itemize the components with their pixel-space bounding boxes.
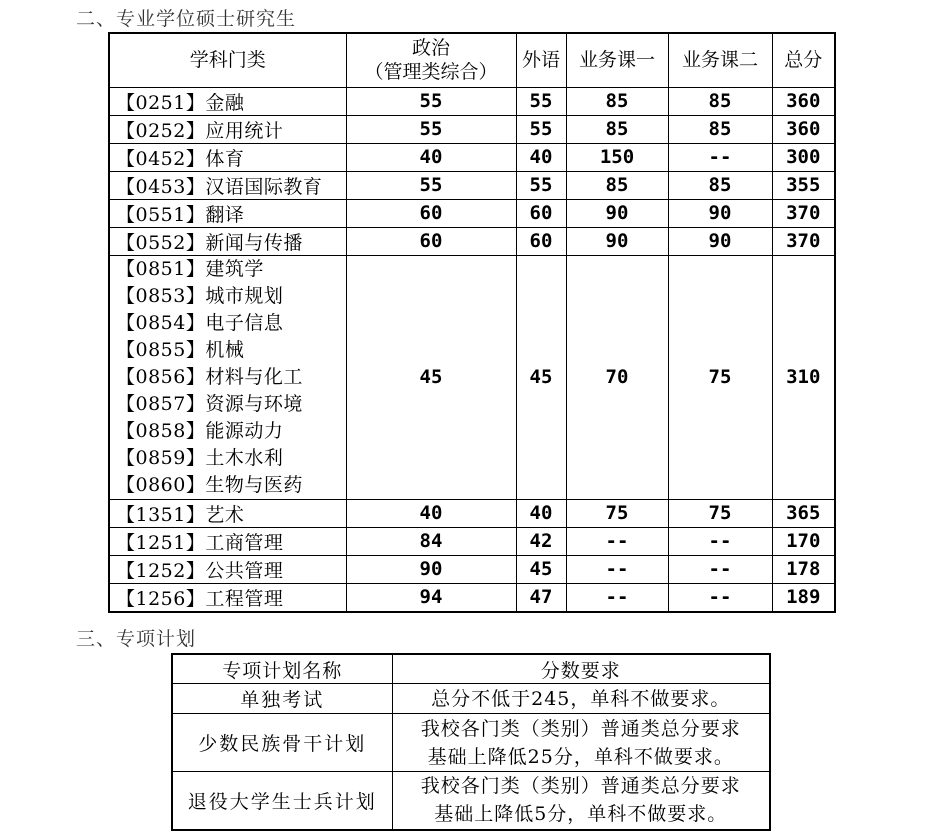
politics-cell: 84 (346, 527, 516, 555)
course2-cell: -- (668, 143, 772, 171)
subject-cell: 【0551】翻译 (109, 199, 346, 227)
table-header-row (109, 33, 835, 87)
foreign-cell: 45 (516, 255, 566, 499)
special-row (172, 772, 770, 830)
total-cell: 370 (772, 199, 835, 227)
table-row (109, 171, 835, 199)
subject-line: 【0855】机械 (116, 338, 245, 361)
politics-cell: 60 (346, 227, 516, 255)
table-row (109, 499, 835, 527)
foreign-cell: 40 (516, 143, 566, 171)
course1-cell: 90 (566, 227, 668, 255)
total-cell: 365 (772, 499, 835, 527)
total-cell: 355 (772, 171, 835, 199)
header-plan-name: 专项计划名称 (172, 654, 392, 684)
subject-line: 【0860】生物与医药 (116, 473, 303, 496)
course1-cell: 150 (566, 143, 668, 171)
foreign-cell: 60 (516, 227, 566, 255)
header-total: 总分 (772, 33, 835, 87)
foreign-cell: 55 (516, 171, 566, 199)
foreign-cell: 42 (516, 527, 566, 555)
total-cell: 300 (772, 143, 835, 171)
total-cell: 170 (772, 527, 835, 555)
subject-line: 【0856】材料与化工 (116, 365, 303, 388)
course2-cell: 90 (668, 227, 772, 255)
requirement-cell (392, 684, 770, 714)
requirement-cell (392, 772, 770, 830)
foreign-cell: 55 (516, 87, 566, 115)
total-cell: 189 (772, 583, 835, 612)
foreign-cell: 45 (516, 555, 566, 583)
requirement-cell (392, 714, 770, 772)
subject-cell: 【1251】工商管理 (109, 527, 346, 555)
table-row (109, 199, 835, 227)
subject-cell: 【0251】金融 (109, 87, 346, 115)
requirement-line: 基础上降低5分，单科不做要求。 (434, 803, 728, 826)
plan-name-cell: 少数民族骨干计划 (172, 714, 392, 772)
course1-cell: -- (566, 527, 668, 555)
politics-cell: 90 (346, 555, 516, 583)
subject-cell: 【0252】应用统计 (109, 115, 346, 143)
table-row (109, 143, 835, 171)
plan-name-cell: 单独考试 (172, 684, 392, 714)
politics-cell: 94 (346, 583, 516, 612)
section-title-special: 三、专项计划 (76, 628, 197, 650)
politics-cell: 45 (346, 255, 516, 499)
politics-cell: 40 (346, 143, 516, 171)
subject-line: 【0859】土木水利 (116, 446, 284, 469)
engineering-group-row (109, 255, 835, 499)
total-cell: 310 (772, 255, 835, 499)
course1-cell: 90 (566, 199, 668, 227)
requirement-line: 总分不低于245，单科不做要求。 (431, 687, 731, 710)
special-row (172, 714, 770, 772)
table-row (109, 227, 835, 255)
header-politics-line2: （管理类综合） (364, 61, 498, 84)
foreign-cell: 55 (516, 115, 566, 143)
header-course2: 业务课二 (668, 33, 772, 87)
politics-cell: 40 (346, 499, 516, 527)
subject-line: 【0851】建筑学 (116, 257, 264, 280)
total-cell: 370 (772, 227, 835, 255)
requirement-line: 基础上降低25分，单科不做要求。 (427, 745, 734, 768)
subject-cell: 【1351】艺术 (109, 499, 346, 527)
subject-cell: 【0552】新闻与传播 (109, 227, 346, 255)
course1-cell: 85 (566, 171, 668, 199)
course1-cell: 85 (566, 87, 668, 115)
foreign-cell: 60 (516, 199, 566, 227)
course2-cell: 90 (668, 199, 772, 227)
course1-cell: 85 (566, 115, 668, 143)
special-plan-table (171, 653, 771, 831)
section-title-professional: 二、专业学位硕士研究生 (76, 8, 297, 30)
course2-cell: -- (668, 583, 772, 612)
table-row (109, 555, 835, 583)
table-row (109, 87, 835, 115)
requirement-line: 我校各门类（类别）普通类总分要求 (420, 717, 741, 740)
requirement-line: 我校各门类（类别）普通类总分要求 (420, 775, 741, 798)
header-politics-line1: 政治 (411, 37, 450, 60)
politics-cell: 60 (346, 199, 516, 227)
table-row (109, 115, 835, 143)
subject-line: 【0853】城市规划 (116, 284, 284, 307)
politics-cell: 55 (346, 115, 516, 143)
header-foreign: 外语 (516, 33, 566, 87)
table-row (109, 527, 835, 555)
course2-cell: -- (668, 527, 772, 555)
course2-cell: 85 (668, 171, 772, 199)
plan-name-cell: 退役大学生士兵计划 (172, 772, 392, 830)
course2-cell: -- (668, 555, 772, 583)
header-politics (346, 33, 516, 87)
subject-cell: 【1252】公共管理 (109, 555, 346, 583)
subject-line: 【0858】能源动力 (116, 419, 284, 442)
professional-score-table (108, 32, 836, 613)
course2-cell: 75 (668, 499, 772, 527)
subject-cell: 【1256】工程管理 (109, 583, 346, 612)
subject-line: 【0854】电子信息 (116, 311, 284, 334)
total-cell: 178 (772, 555, 835, 583)
special-header-row (172, 654, 770, 684)
course1-cell: -- (566, 583, 668, 612)
foreign-cell: 40 (516, 499, 566, 527)
total-cell: 360 (772, 87, 835, 115)
subject-cell: 【0453】汉语国际教育 (109, 171, 346, 199)
subject-cell: 【0452】体育 (109, 143, 346, 171)
course2-cell: 75 (668, 255, 772, 499)
course2-cell: 85 (668, 87, 772, 115)
engineering-subjects-cell (109, 255, 346, 499)
header-score-requirement: 分数要求 (392, 654, 770, 684)
subject-line: 【0857】资源与环境 (116, 392, 303, 415)
course1-cell: 75 (566, 499, 668, 527)
course1-cell: 70 (566, 255, 668, 499)
header-subject: 学科门类 (109, 33, 346, 87)
politics-cell: 55 (346, 87, 516, 115)
course1-cell: -- (566, 555, 668, 583)
special-row (172, 684, 770, 714)
table-row (109, 583, 835, 612)
course2-cell: 85 (668, 115, 772, 143)
header-course1: 业务课一 (566, 33, 668, 87)
total-cell: 360 (772, 115, 835, 143)
foreign-cell: 47 (516, 583, 566, 612)
politics-cell: 55 (346, 171, 516, 199)
